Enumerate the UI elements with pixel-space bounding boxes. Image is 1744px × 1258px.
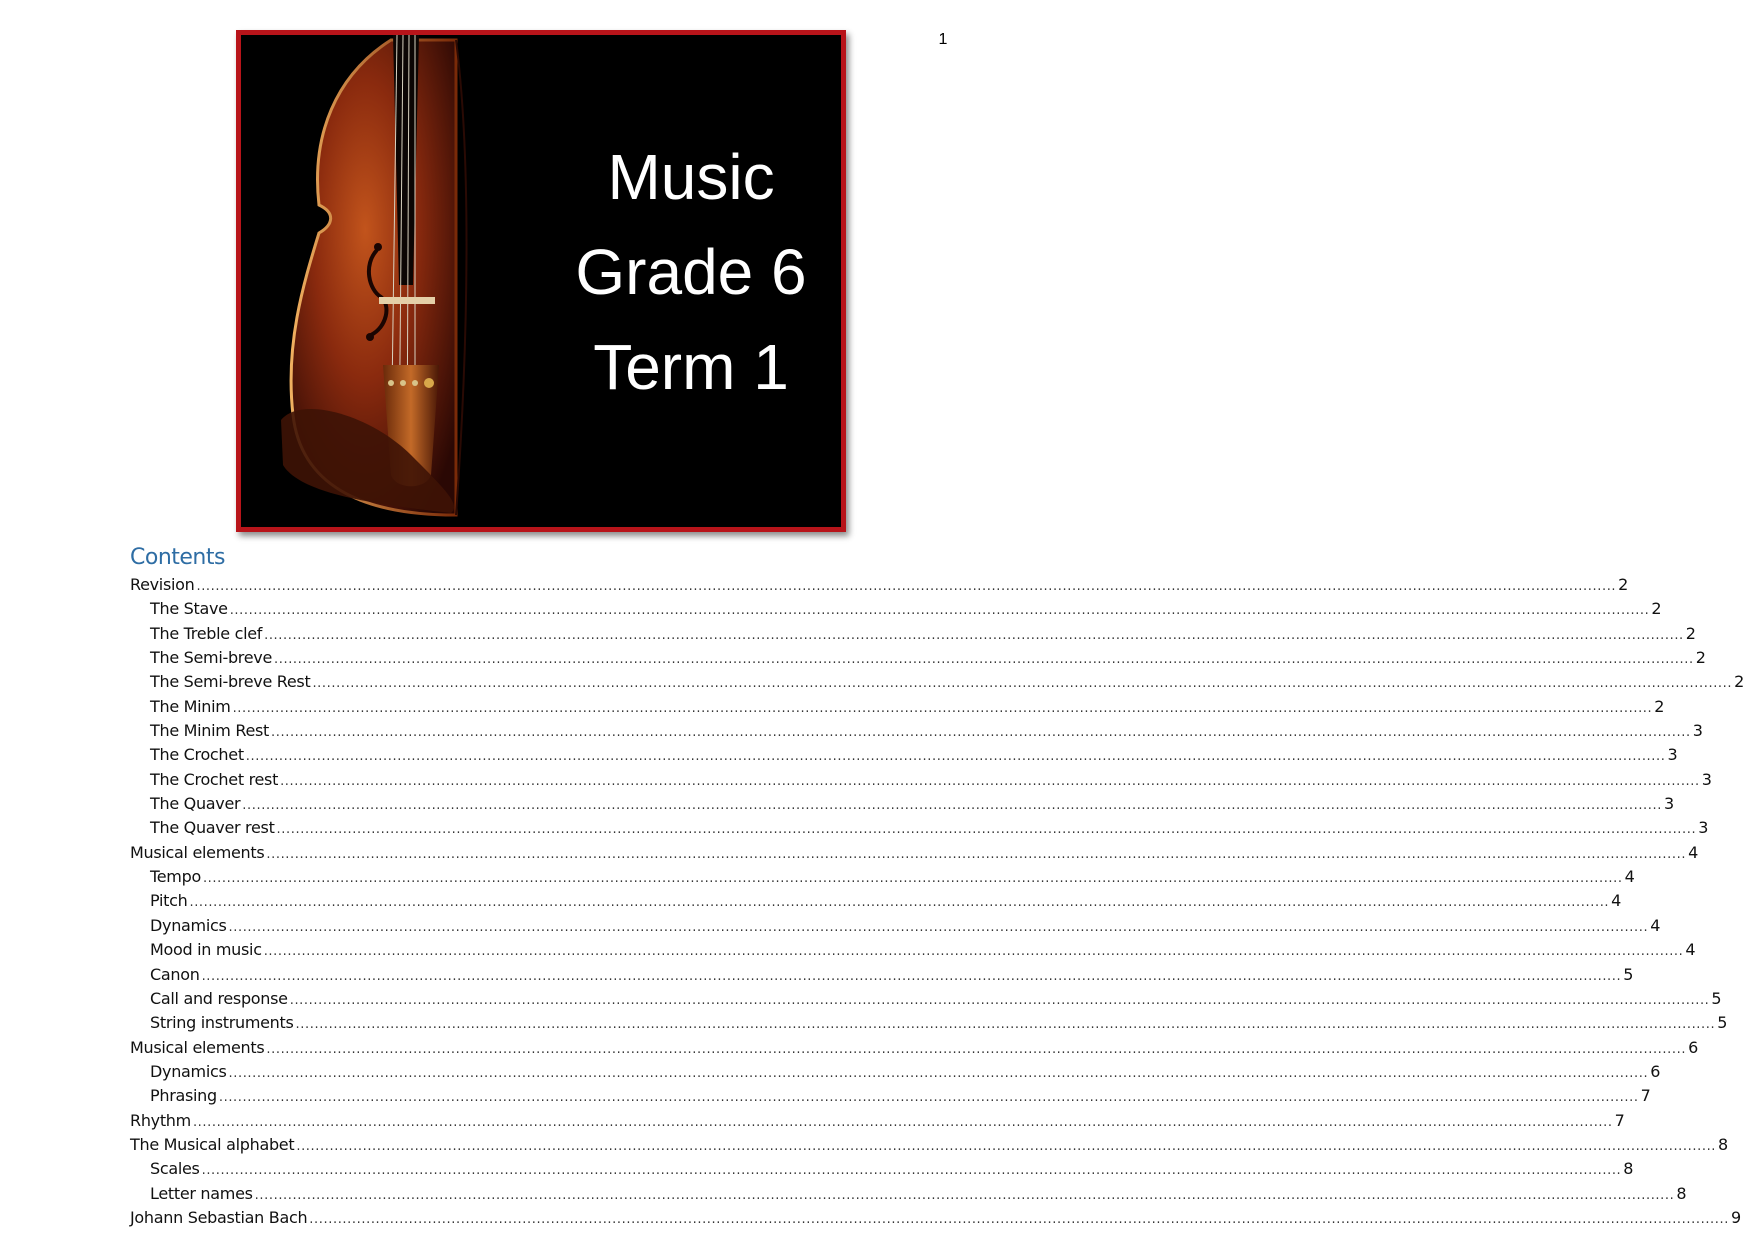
toc-dot-leader: ............................................................................................................................................................................................................................................................................................................ — [232, 700, 1653, 716]
toc-dot-leader: ............................................................................................................................................................................................................................................................................................................ — [289, 992, 1710, 1008]
cover-title — [541, 130, 841, 415]
toc-dot-leader: ............................................................................................................................................................................................................................................................................................................ — [296, 1138, 1717, 1154]
toc-entry-page: 6 — [1650, 1061, 1661, 1081]
toc-entry-title: Revision — [130, 575, 195, 594]
toc-dot-leader: ............................................................................................................................................................................................................................................................................................................ — [189, 895, 1610, 911]
toc-entry-title: Scales — [150, 1159, 200, 1179]
toc-dot-leader: ............................................................................................................................................................................................................................................................................................................ — [309, 1211, 1729, 1227]
toc-entry[interactable] — [130, 891, 1622, 915]
toc-entry[interactable] — [130, 1110, 1625, 1135]
toc-entry-title: Call and response — [150, 988, 288, 1008]
toc-entry-title: Tempo — [150, 867, 201, 887]
toc-entry-title: The Musical alphabet — [130, 1134, 295, 1154]
toc-dot-leader: ............................................................................................................................................................................................................................................................................................................ — [264, 627, 1684, 643]
toc-entry[interactable] — [130, 1086, 1651, 1110]
toc-dot-leader: ............................................................................................................................................................................................................................................................................................................ — [228, 1065, 1649, 1081]
toc-entry[interactable] — [130, 915, 1661, 940]
toc-entry-page: 2 — [1654, 696, 1665, 716]
toc-entry[interactable] — [130, 623, 1696, 648]
toc-entry-page: 3 — [1701, 769, 1712, 789]
toc-entry[interactable] — [130, 769, 1712, 794]
toc-dot-leader: ............................................................................................................................................................................................................................................................................................................ — [263, 944, 1684, 960]
toc-entry-title: The Crochet — [150, 745, 244, 765]
toc-dot-leader: ............................................................................................................................................................................................................................................................................................................ — [271, 725, 1691, 741]
toc-entry-page: 2 — [1695, 648, 1706, 668]
toc-dot-leader: ............................................................................................................................................................................................................................................................................................................ — [192, 1114, 1613, 1130]
toc-dot-leader: ............................................................................................................................................................................................................................................................................................................ — [196, 579, 1617, 594]
toc-entry[interactable] — [130, 940, 1696, 964]
toc-entry-title: Phrasing — [150, 1086, 217, 1106]
toc-entry[interactable] — [130, 842, 1698, 867]
toc-entry-title: Dynamics — [150, 1061, 227, 1081]
toc-entry-title: The Semi-breve Rest — [150, 672, 311, 692]
toc-entry[interactable] — [130, 1061, 1661, 1086]
toc-entry[interactable] — [130, 964, 1634, 989]
toc-entry[interactable] — [130, 1134, 1728, 1159]
toc-entry[interactable] — [130, 1207, 1741, 1232]
toc-dot-leader: ............................................................................................................................................................................................................................................................................................................ — [274, 652, 1694, 668]
toc-entry[interactable] — [130, 1183, 1687, 1208]
toc-entry-title: The Minim — [150, 696, 231, 716]
toc-entry[interactable] — [130, 575, 1629, 599]
page-number: 1 — [938, 31, 948, 48]
toc-entry[interactable] — [130, 818, 1709, 842]
toc-entry-title: Pitch — [150, 891, 188, 911]
toc-entry-title: The Quaver rest — [150, 818, 275, 838]
toc-entry-page: 8 — [1676, 1183, 1687, 1203]
toc-dot-leader: ............................................................................................................................................................................................................................................................................................................ — [280, 773, 1700, 789]
cover-title-subject: Music — [607, 141, 775, 213]
toc-entry[interactable] — [130, 599, 1662, 623]
toc-entry-page: 5 — [1711, 988, 1722, 1008]
toc-entry-title: The Stave — [150, 599, 228, 619]
cover-image-panel — [236, 30, 846, 532]
toc-dot-leader: ............................................................................................................................................................................................................................................................................................................ — [245, 749, 1666, 765]
toc-entry[interactable] — [130, 696, 1665, 721]
toc-dot-leader: ............................................................................................................................................................................................................................................................................................................ — [242, 798, 1662, 814]
toc-entry-title: Letter names — [150, 1183, 253, 1203]
toc-dot-leader: ............................................................................................................................................................................................................................................................................................................ — [266, 846, 1687, 862]
toc-entry-page: 2 — [1651, 599, 1662, 619]
toc-entry-title: The Crochet rest — [150, 769, 279, 789]
toc-entry-page: 3 — [1663, 794, 1674, 814]
toc-entry[interactable] — [130, 745, 1678, 769]
toc-entry[interactable] — [130, 867, 1635, 891]
toc-dot-leader: ............................................................................................................................................................................................................................................................................................................ — [276, 822, 1697, 838]
toc-entry-page: 3 — [1667, 745, 1678, 765]
toc-entry-title: Musical elements — [130, 842, 265, 862]
toc-entry-page: 7 — [1640, 1086, 1651, 1106]
table-of-contents — [130, 575, 1744, 1232]
toc-entry-title: Johann Sebastian Bach — [130, 1207, 308, 1227]
toc-entry-title: String instruments — [150, 1013, 294, 1033]
toc-entry[interactable] — [130, 1159, 1634, 1183]
toc-entry-page: 6 — [1688, 1037, 1698, 1057]
toc-entry-page: 2 — [1734, 672, 1744, 692]
toc-dot-leader: ............................................................................................................................................................................................................................................................................................................ — [201, 968, 1622, 984]
toc-entry-page: 3 — [1692, 721, 1703, 741]
toc-entry-title: Canon — [150, 964, 200, 984]
toc-entry-title: Mood in music — [150, 940, 262, 960]
toc-entry-title: Dynamics — [150, 915, 227, 935]
toc-entry-page: 5 — [1623, 964, 1634, 984]
toc-dot-leader: ............................................................................................................................................................................................................................................................................................................ — [218, 1090, 1639, 1106]
toc-entry[interactable] — [130, 794, 1674, 818]
toc-entry[interactable] — [130, 648, 1706, 672]
bridge — [379, 297, 435, 304]
cover-title-term: Term 1 — [593, 331, 789, 403]
toc-entry-page: 4 — [1685, 940, 1696, 960]
toc-entry[interactable] — [130, 988, 1722, 1013]
toc-entry-title: The Minim Rest — [150, 721, 270, 741]
toc-entry-page: 3 — [1698, 818, 1709, 838]
toc-dot-leader: ............................................................................................................................................................................................................................................................................................................ — [266, 1041, 1687, 1057]
toc-entry-page: 4 — [1688, 842, 1698, 862]
cover-title-grade: Grade 6 — [575, 236, 807, 308]
toc-entry-page: 8 — [1718, 1134, 1728, 1154]
toc-entry-page: 4 — [1611, 891, 1622, 911]
toc-entry-title: Rhythm — [130, 1110, 191, 1130]
toc-entry-page: 8 — [1623, 1159, 1634, 1179]
toc-dot-leader: ............................................................................................................................................................................................................................................................................................................ — [228, 919, 1649, 935]
toc-entry[interactable] — [130, 1037, 1698, 1062]
toc-dot-leader: ............................................................................................................................................................................................................................................................................................................ — [295, 1017, 1716, 1033]
toc-entry-title: The Quaver — [150, 794, 241, 814]
toc-entry-page: 5 — [1717, 1013, 1728, 1033]
toc-dot-leader: ............................................................................................................................................................................................................................................................................................................ — [202, 871, 1623, 887]
toc-entry[interactable] — [130, 672, 1744, 696]
toc-dot-leader: ............................................................................................................................................................................................................................................................................................................ — [254, 1187, 1675, 1203]
toc-entry-title: The Semi-breve — [150, 648, 272, 668]
toc-entry-title: Musical elements — [130, 1037, 265, 1057]
toc-entry-page: 4 — [1650, 915, 1661, 935]
toc-entry-title: The Treble clef — [150, 623, 263, 643]
toc-entry-page: 7 — [1614, 1110, 1625, 1130]
toc-entry[interactable] — [130, 1013, 1728, 1037]
toc-entry-page: 9 — [1731, 1207, 1741, 1227]
toc-entry-page: 4 — [1624, 867, 1635, 887]
toc-dot-leader: ............................................................................................................................................................................................................................................................................................................ — [229, 603, 1650, 619]
contents-heading: Contents — [130, 545, 225, 570]
toc-entry[interactable] — [130, 721, 1703, 745]
toc-dot-leader: ............................................................................................................................................................................................................................................................................................................ — [201, 1163, 1622, 1179]
toc-entry-page: 2 — [1685, 623, 1696, 643]
toc-dot-leader: ............................................................................................................................................................................................................................................................................................................ — [312, 676, 1733, 692]
toc-entry-page: 2 — [1618, 575, 1629, 594]
